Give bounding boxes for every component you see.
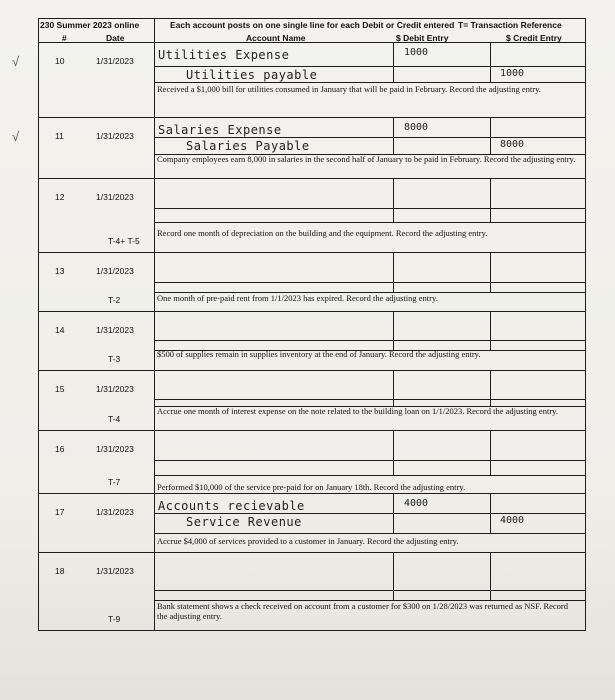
entry-description: Accrue one month of interest expense on the note related to the building loan on 1/1/2023. Record the adjusting entry. [157, 406, 558, 416]
entry-date: 1/31/2023 [96, 56, 134, 66]
account-cell [154, 430, 394, 461]
entry-id-cell [38, 42, 155, 118]
entry-date: 1/31/2023 [96, 384, 134, 394]
entry-number: 16 [55, 444, 65, 454]
entry-date: 1/31/2023 [96, 325, 134, 335]
credit-cell [490, 42, 586, 67]
debit-amount: 1000 [404, 47, 429, 58]
entry-id-cell [38, 252, 155, 312]
account-cell [154, 178, 394, 209]
credit-cell [490, 208, 586, 223]
account-cell [154, 370, 394, 400]
debit-cell [393, 513, 491, 534]
credit-column-header: $ Credit Entry [506, 33, 562, 43]
entry-date: 1/31/2023 [96, 131, 134, 141]
entry-description: $500 of supplies remain in supplies inventory at the end of January. Record the adjusting entry. [157, 349, 481, 359]
credit-cell [490, 370, 586, 400]
credit-cell [490, 117, 586, 138]
credit-cell [490, 178, 586, 209]
debit-cell [393, 208, 491, 223]
debit-amount: 4000 [404, 498, 429, 509]
entry-description: Accrue $4,000 of services provided to a customer in January. Record the adjusting entry. [157, 536, 459, 546]
credit-amount: 8000 [500, 139, 525, 150]
debit-account-name: Accounts recievable [158, 499, 305, 513]
entry-date: 1/31/2023 [96, 507, 134, 517]
credit-account-name: Salaries Payable [186, 139, 310, 153]
account-cell [154, 460, 394, 476]
account-cell [154, 208, 394, 223]
transaction-reference: T-4+ T-5 [108, 236, 140, 246]
entry-number: 11 [55, 131, 64, 141]
entry-description: Performed $10,000 of the service pre-paid for on January 18th. Record the adjusting entry. [157, 482, 466, 492]
entry-description: One month of pre-paid rent from 1/1/2023 has expired. Record the adjusting entry. [157, 293, 438, 303]
credit-account-name: Service Revenue [186, 515, 302, 529]
number-column-header: # [62, 33, 67, 43]
entry-number: 10 [55, 56, 65, 66]
transaction-reference: T-2 [108, 295, 121, 305]
credit-account-name: Utilities payable [186, 68, 318, 82]
entry-date: 1/31/2023 [96, 444, 134, 454]
transaction-reference: T-4 [108, 414, 121, 424]
entry-id-cell [38, 311, 155, 371]
transaction-reference-legend: T= Transaction Reference [458, 20, 562, 30]
credit-cell [490, 493, 586, 514]
entry-id-cell [38, 430, 155, 494]
credit-cell [490, 252, 586, 283]
debit-cell [393, 178, 491, 209]
debit-cell [393, 66, 491, 83]
course-title: 230 Summer 2023 online [40, 20, 140, 30]
entry-id-cell [38, 117, 155, 179]
transaction-reference: T-7 [108, 477, 121, 487]
date-column-header: Date [106, 33, 125, 43]
account-cell [154, 311, 394, 341]
entry-number: 17 [55, 507, 65, 517]
transaction-reference: T-9 [108, 614, 121, 624]
entry-number: 12 [55, 192, 65, 202]
entry-description: Record one month of depreciation on the building and the equipment. Record the adjusting entry. [157, 228, 488, 238]
transaction-reference: T-3 [108, 354, 121, 364]
checkmark-icon: √ [12, 129, 20, 144]
entry-description: Received a $1,000 bill for utilities consumed in January that will be paid in February. Record the adjusting entry. [157, 84, 541, 94]
entry-date: 1/31/2023 [96, 192, 134, 202]
debit-cell [393, 252, 491, 283]
account-cell [154, 552, 394, 591]
entry-description: Company employees earn 8,000 in salaries in the second half of January to be paid in February. Record the adjusting entry. [157, 154, 576, 164]
debit-cell [393, 311, 491, 341]
entry-id-cell [38, 370, 155, 431]
credit-cell [490, 311, 586, 341]
credit-cell [490, 430, 586, 461]
debit-cell [393, 430, 491, 461]
debit-account-name: Utilities Expense [158, 48, 290, 62]
entry-id-cell [38, 552, 155, 631]
credit-amount: 1000 [500, 68, 525, 79]
debit-account-name: Salaries Expense [158, 123, 282, 137]
debit-amount: 8000 [404, 122, 429, 133]
debit-cell [393, 370, 491, 400]
account-cell [154, 252, 394, 283]
entry-date: 1/31/2023 [96, 566, 134, 576]
account-name-header: Account Name [246, 33, 306, 43]
debit-cell [393, 552, 491, 591]
debit-cell [393, 460, 491, 476]
entry-number: 14 [55, 325, 65, 335]
instructions-header: Each account posts on one single line for each Debit or Credit entered [170, 20, 455, 30]
entry-date: 1/31/2023 [96, 266, 134, 276]
entry-number: 15 [55, 384, 65, 394]
checkmark-icon: √ [12, 54, 20, 69]
entry-description: Bank statement shows a check received on account from a customer for $300 on 1/28/2023 was returned as NSF. Record the adjusting entry. [157, 601, 568, 621]
credit-amount: 4000 [500, 515, 525, 526]
credit-cell [490, 552, 586, 591]
debit-column-header: $ Debit Entry [396, 33, 449, 43]
entry-number: 13 [55, 266, 65, 276]
entry-number: 18 [55, 566, 65, 576]
entry-id-cell [38, 493, 155, 553]
debit-cell [393, 137, 491, 155]
credit-cell [490, 460, 586, 476]
